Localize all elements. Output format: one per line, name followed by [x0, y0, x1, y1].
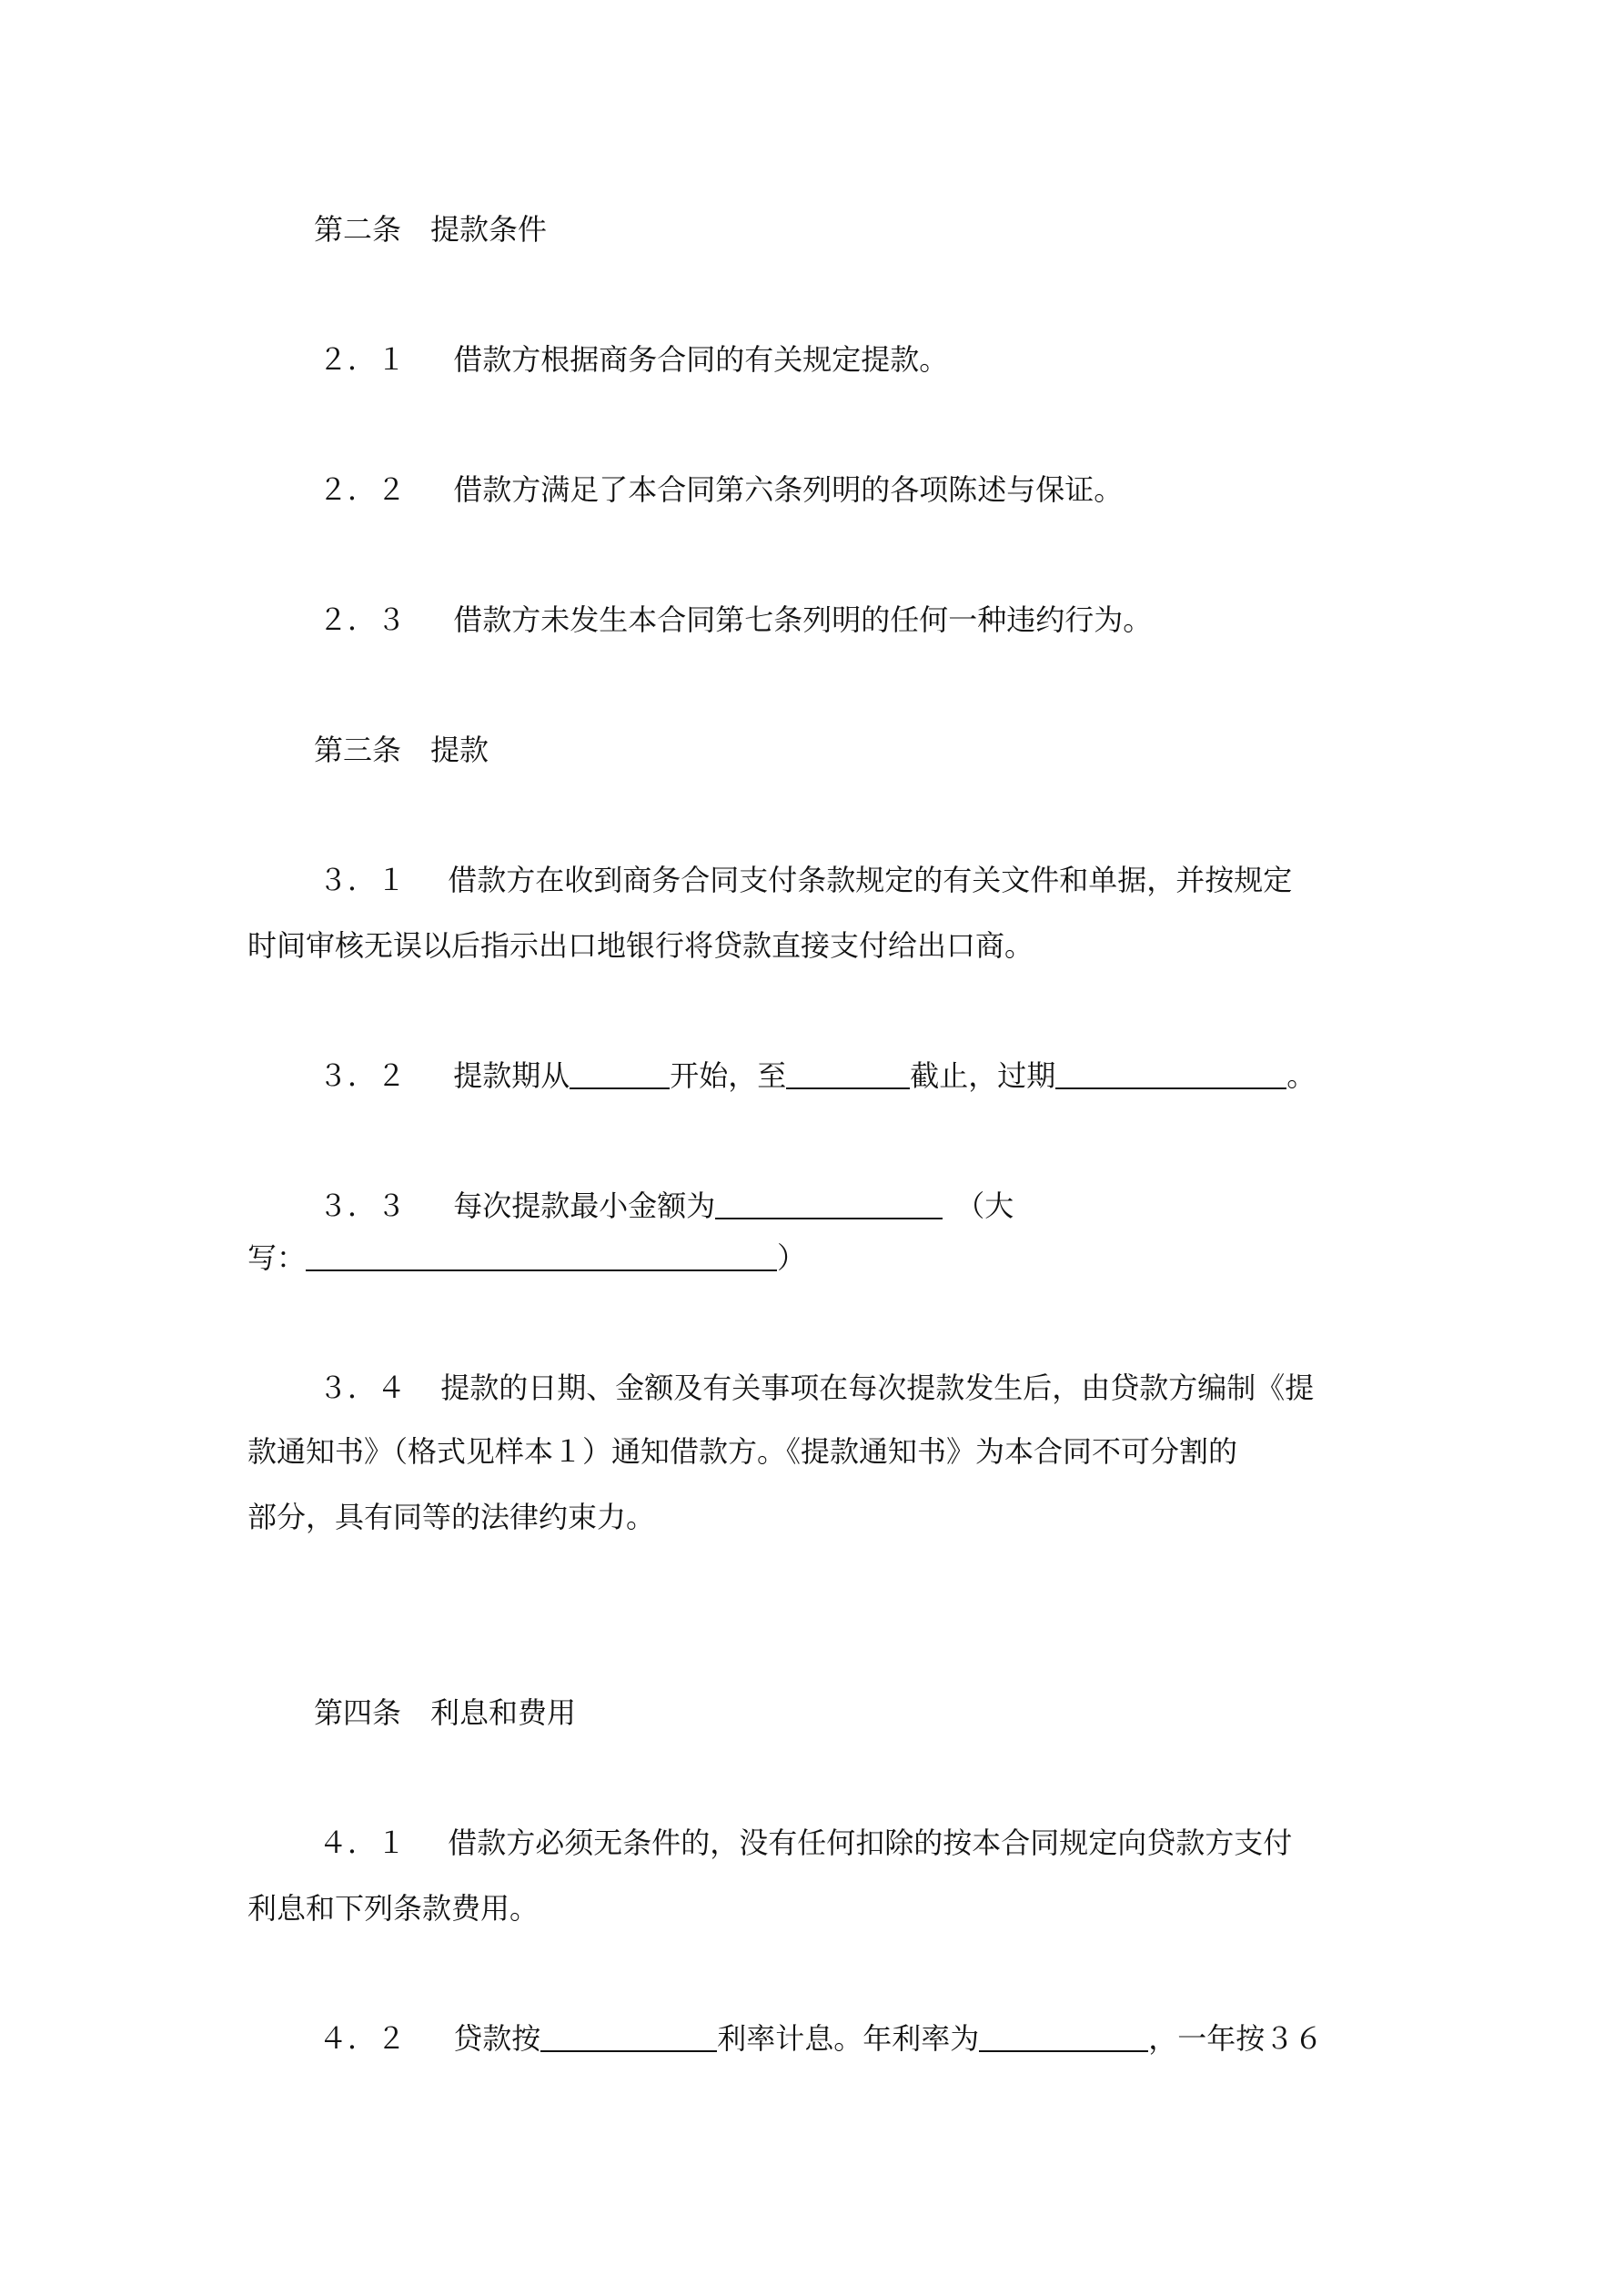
clause-number: ２．３ [318, 602, 407, 637]
clause-text-mid: 开始，至 [670, 1058, 787, 1093]
clause-2-2 [318, 471, 1123, 508]
blank-start-date[interactable] [570, 1060, 670, 1089]
clause-number: ３．４ [318, 1371, 407, 1405]
blank-annual-rate[interactable] [979, 2023, 1148, 2052]
article-4-heading: 第四条 利息和费用 [314, 1695, 577, 1730]
clause-number: ２．１ [318, 342, 407, 377]
clause-text-mid: 利率计息。年利率为 [717, 2021, 980, 2056]
clause-3-2 [318, 1057, 1316, 1094]
clause-text: 借款方根据商务合同的有关规定提款。 [453, 342, 949, 377]
clause-text: 贷款按 [453, 2021, 541, 2056]
clause-2-1 [318, 341, 948, 378]
clause-text: 借款方在收到商务合同支付条款规定的有关文件和单据，并按规定 [448, 863, 1293, 897]
clause-text: 借款方未发生本合同第七条列明的任何一种违约行为。 [453, 602, 1153, 637]
clause-4-2 [318, 2020, 1323, 2057]
blank-expiry[interactable] [1055, 1060, 1286, 1089]
clause-3-3-line-1 [318, 1188, 1014, 1224]
clause-period: 。 [1286, 1058, 1316, 1093]
clause-text: 每次提款最小金额为 [453, 1188, 716, 1223]
article-2-heading: 第二条 提款条件 [314, 212, 548, 247]
clause-3-4-line-1 [318, 1370, 1314, 1406]
clause-number: ３．３ [318, 1188, 407, 1223]
clause-text: 写： [247, 1240, 307, 1275]
blank-end-date[interactable] [786, 1060, 910, 1089]
blank-amount-uppercase[interactable] [306, 1242, 777, 1271]
clause-3-3-line-2 [247, 1239, 806, 1276]
clause-text-end: ，一年按３６ [1148, 2021, 1324, 2056]
clause-3-1-line-2: 时间审核无误以后指示出口地银行将贷款直接支付给出口商。 [247, 928, 1034, 963]
clause-text-close: ） [777, 1240, 807, 1275]
clause-number: ３．２ [318, 1058, 407, 1093]
clause-text: 借款方必须无条件的，没有任何扣除的按本合同规定向贷款方支付 [448, 1826, 1293, 1860]
blank-rate-basis[interactable] [540, 2023, 717, 2052]
clause-3-1-line-1 [318, 862, 1292, 898]
clause-text-start: 提款期从 [453, 1058, 570, 1093]
clause-text-end: 截止，过期 [910, 1058, 1056, 1093]
clause-number: ４．２ [318, 2021, 407, 2056]
clause-number: ４．１ [318, 1826, 407, 1860]
article-3-heading: 第三条 提款 [314, 733, 489, 767]
clause-4-1-line-1 [318, 1825, 1292, 1861]
clause-text-paren: （大 [955, 1188, 1014, 1223]
clause-2-3 [318, 602, 1152, 638]
clause-number: ３．１ [318, 863, 407, 897]
clause-3-4-line-2: 款通知书》（格式见样本１）通知借款方。《提款通知书》为本合同不可分割的 [247, 1434, 1238, 1469]
clause-4-1-line-2: 利息和下列条款费用。 [247, 1891, 540, 1926]
blank-min-amount[interactable] [715, 1190, 943, 1219]
clause-number: ２．２ [318, 472, 407, 507]
clause-text: 借款方满足了本合同第六条列明的各项陈述与保证。 [453, 472, 1124, 507]
clause-3-4-line-3: 部分，具有同等的法律约束力。 [247, 1500, 656, 1534]
clause-text: 提款的日期、金额及有关事项在每次提款发生后，由贷款方编制《提 [440, 1371, 1315, 1405]
